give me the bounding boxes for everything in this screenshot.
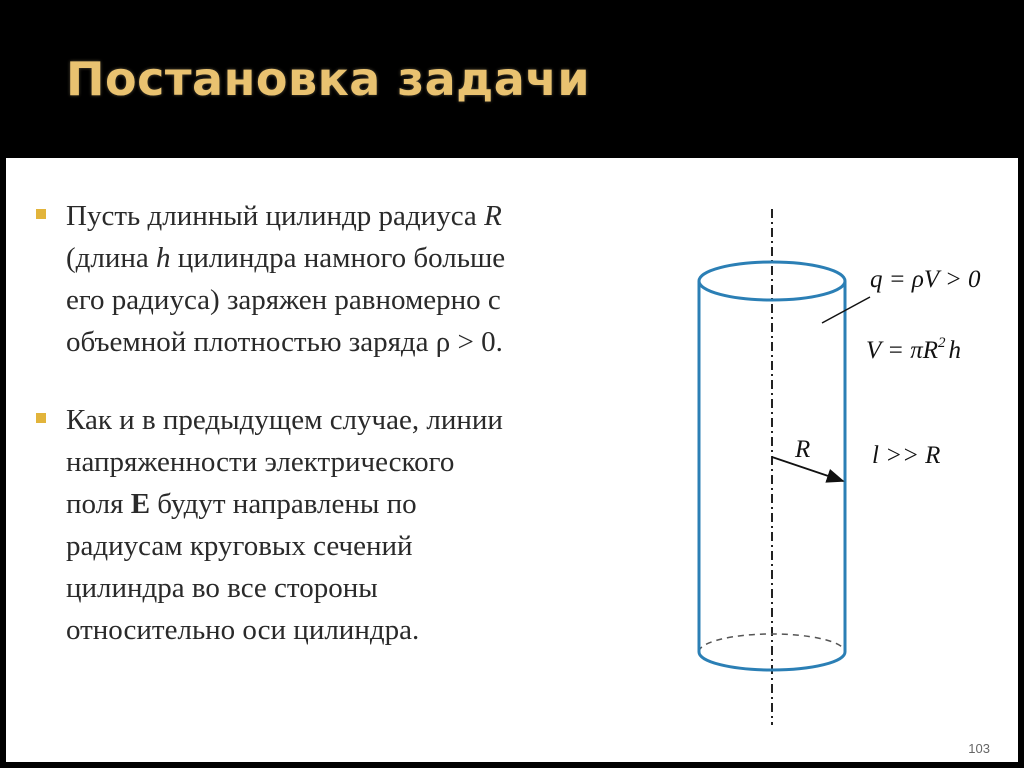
bullet-2-line-4: радиусам круговых сечений — [66, 530, 413, 562]
bullet-2-line-6: относительно оси цилиндра. — [66, 614, 420, 646]
bullet-2-line-3: поля E будут направлены по — [66, 488, 417, 520]
bullet-1-line-2: (длина h цилиндра намного больше — [66, 242, 506, 274]
length-relation: l >> R — [872, 442, 941, 469]
bullet-1-line-1: Пусть длинный цилиндр радиуса R — [66, 200, 502, 232]
radius-label: R — [795, 436, 811, 463]
bullet-1-line-4: объемной плотностью заряда ρ > 0. — [66, 326, 503, 358]
bullet-2-line-5: цилиндра во все стороны — [66, 572, 378, 604]
bullet-1-line-3: его радиуса) заряжен равномерно с — [66, 284, 501, 316]
slide-title: Постановка задачи — [66, 52, 591, 106]
volume-formula: $V = \pi R^2$ h — [866, 335, 961, 364]
bullet-2-line-2: напряженности электрического — [66, 446, 455, 478]
slide-number: 103 — [968, 741, 990, 756]
charge-formula: q = ρV > 0 — [870, 266, 981, 293]
bullet-2-line-1: Как и в предыдущем случае, линии — [66, 404, 503, 436]
